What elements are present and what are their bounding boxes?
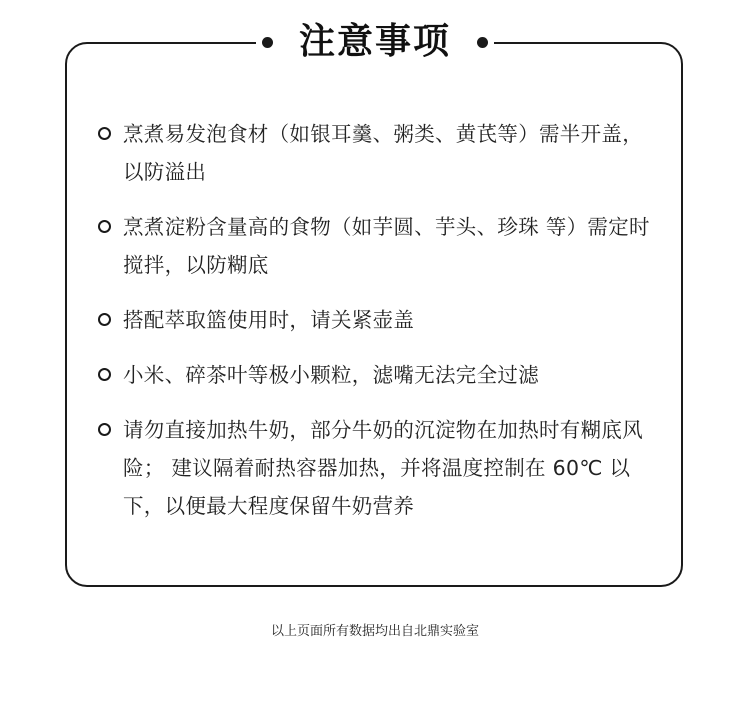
notice-item-text: 请勿直接加热牛奶，部分牛奶的沉淀物在加热时有糊底风险； 建议隔着耐热容器加热，并将温度控制在 60℃ 以下，以便最大程度保留牛奶营养 (123, 418, 643, 518)
notice-item-text: 搭配萃取篮使用时，请关紧壶盖 (123, 308, 415, 332)
notice-list (98, 115, 663, 542)
page-title: 注意事项 (298, 21, 451, 62)
footer-source-note: 以上页面所有数据均出自北鼎实验室 (270, 624, 479, 639)
notice-item-2 (98, 208, 663, 284)
title-bar (0, 14, 750, 70)
bullet-ring-icon (98, 368, 111, 381)
notice-item-1 (98, 115, 663, 191)
notice-item-4 (98, 356, 663, 394)
notice-item-3 (98, 301, 663, 339)
bullet-ring-icon (98, 127, 111, 140)
notice-item-text: 烹煮易发泡食材（如银耳羹、粥类、黄芪等）需半开盖，以防溢出 (123, 122, 643, 184)
notice-item-text: 烹煮淀粉含量高的食物（如芋圆、芋头、珍珠 等）需定时搅拌，以防糊底 (123, 215, 650, 277)
title-right-dot-icon (477, 37, 488, 48)
title-inner (256, 14, 494, 70)
notice-item-5 (98, 411, 663, 525)
bullet-ring-icon (98, 423, 111, 436)
bullet-ring-icon (98, 220, 111, 233)
notice-item-text: 小米、碎茶叶等极小颗粒，滤嘴无法完全过滤 (123, 363, 539, 387)
bullet-ring-icon (98, 313, 111, 326)
title-left-dot-icon (262, 37, 273, 48)
